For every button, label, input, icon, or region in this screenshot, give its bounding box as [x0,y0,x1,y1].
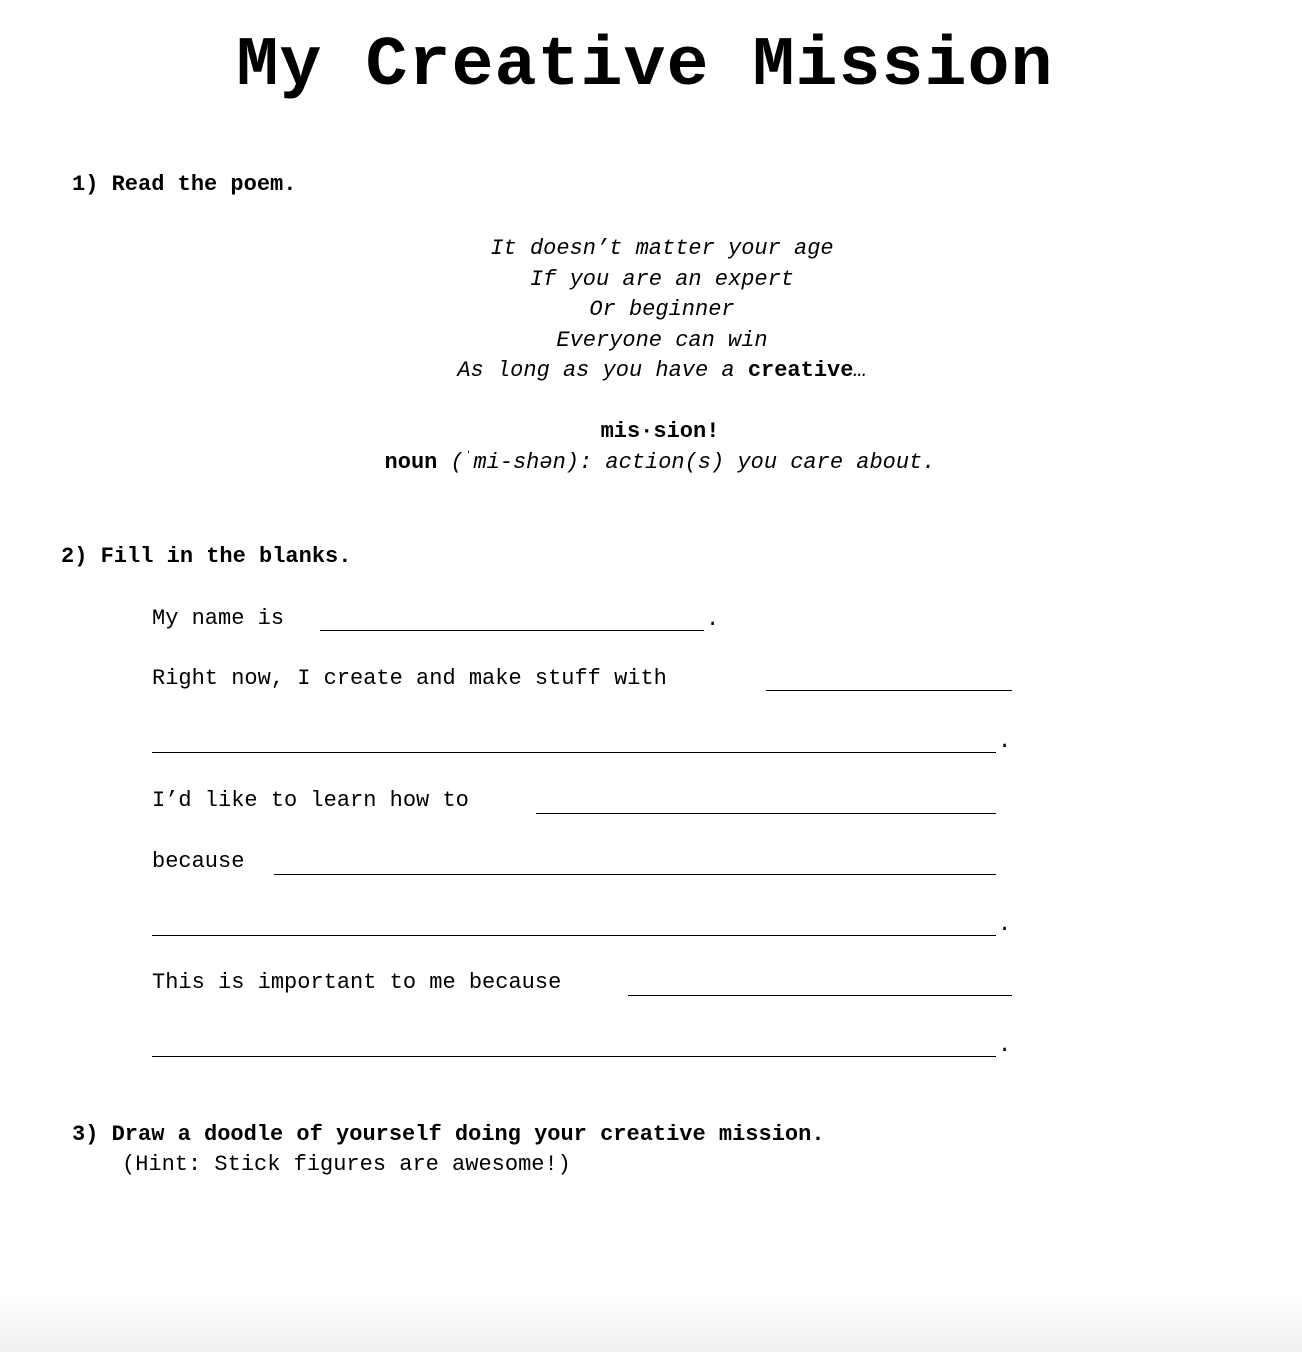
prompt-learn: I’d like to learn how to [152,788,469,813]
dictionary-definition [0,417,1302,479]
poem-ellipsis: … [853,358,867,383]
part-of-speech: noun [384,449,438,475]
stress-mark: ˈ [463,448,474,467]
prompt-create-with: Right now, I create and make stuff with [152,666,667,691]
poem-line-5-start: As long as you have a [457,358,748,383]
poem-line-4: Everyone can win [556,327,768,353]
prompt-because: because [152,849,245,874]
name-blank[interactable] [320,630,704,631]
poem-line-2: If you are an expert [529,266,795,292]
poem-line-1: It doesn’t matter your age [490,236,834,261]
important-blank[interactable] [628,995,1012,996]
because-blank-continued[interactable] [152,935,996,936]
create-with-blank-continued[interactable] [152,752,996,753]
create-with-blank[interactable] [766,690,1012,691]
period: . [706,607,720,632]
definition-open-paren: ( [437,449,464,475]
page-bottom-shadow [0,1292,1302,1352]
poem-line-3: Or beginner [589,297,735,322]
period: . [998,1033,1012,1058]
step-3-heading: 3) Draw a doodle of yourself doing your creative mission. [72,1122,825,1147]
prompt-important: This is important to me because [152,970,562,995]
definition-text: mi-shən): action(s) you care about. [473,449,936,475]
learn-blank[interactable] [536,813,996,814]
important-blank-continued[interactable] [152,1056,996,1057]
poem [0,234,1302,387]
poem-line-5 [0,356,1302,387]
definition-word: mis·sion! [600,419,720,444]
period: . [998,729,1012,754]
because-blank[interactable] [274,874,996,875]
step-1-heading: 1) Read the poem. [72,172,297,197]
period: . [998,912,1012,937]
page-title: My Creative Mission [236,27,1054,106]
step-2-heading: 2) Fill in the blanks. [61,544,352,569]
prompt-name: My name is [152,606,285,631]
hint-text: (Hint: Stick figures are awesome!) [122,1152,571,1177]
definition-line [0,448,1302,480]
poem-bold-word: creative [747,358,854,383]
